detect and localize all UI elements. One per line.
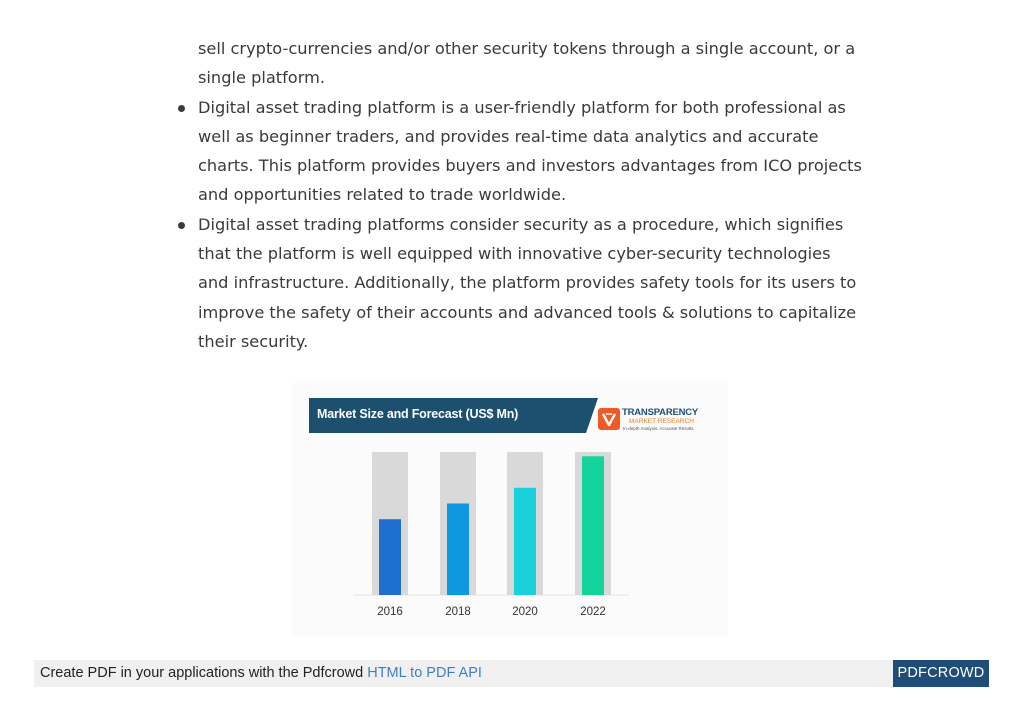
pdf-footer <box>34 660 989 687</box>
article-body <box>198 34 863 356</box>
bar-2018 <box>447 503 469 595</box>
list-item <box>198 210 863 356</box>
html-to-pdf-link[interactable]: HTML to PDF API <box>367 665 482 681</box>
bar-chart <box>292 383 728 636</box>
logo-tagline: In-depth Analysis. Accurate Results <box>623 426 694 431</box>
intro-paragraph: sell crypto-currencies and/or other security tokens through a single account, or a single platform. <box>198 39 856 88</box>
x-tick-label: 2022 <box>580 606 606 618</box>
bar-2016 <box>379 519 401 595</box>
logo-subtitle: MARKET RESEARCH <box>629 418 694 425</box>
footer-caption: Create PDF in your applications with the Pdfcrowd <box>40 665 368 681</box>
market-chart-figure <box>292 383 728 636</box>
bar-2022 <box>582 456 604 595</box>
bullet-icon <box>178 105 185 112</box>
pdfcrowd-brand-button[interactable]: PDFCROWD <box>893 660 989 687</box>
x-tick-label: 2018 <box>445 606 471 618</box>
x-tick-label: 2020 <box>512 606 538 618</box>
bar-2020 <box>514 488 536 595</box>
list-item-text: Digital asset trading platform is a user-friendly platform for both professional as well as beginner traders, and provides real-time data analytics and accurate charts. This platform provides buyers and investors advantages from ICO projects and opportunities related to trade worldwide. <box>198 97 862 205</box>
bullet-list <box>198 93 863 357</box>
footer-text <box>40 665 482 681</box>
list-item <box>198 93 863 210</box>
chart-title: Market Size and Forecast (US$ Mn) <box>317 407 519 421</box>
list-item-text: Digital asset trading platforms consider security as a procedure, which signifies that the platform is well equipped with innovative cyber-security technologies and infrastructure. Additionally, the platform provides safety tools for its users to improve the safety of their accounts and advanced tools & solutions to capitalize their security. <box>198 214 857 351</box>
logo-name: TRANSPARENCY <box>622 407 699 418</box>
bullet-icon <box>178 222 185 229</box>
x-tick-label: 2016 <box>377 606 403 618</box>
